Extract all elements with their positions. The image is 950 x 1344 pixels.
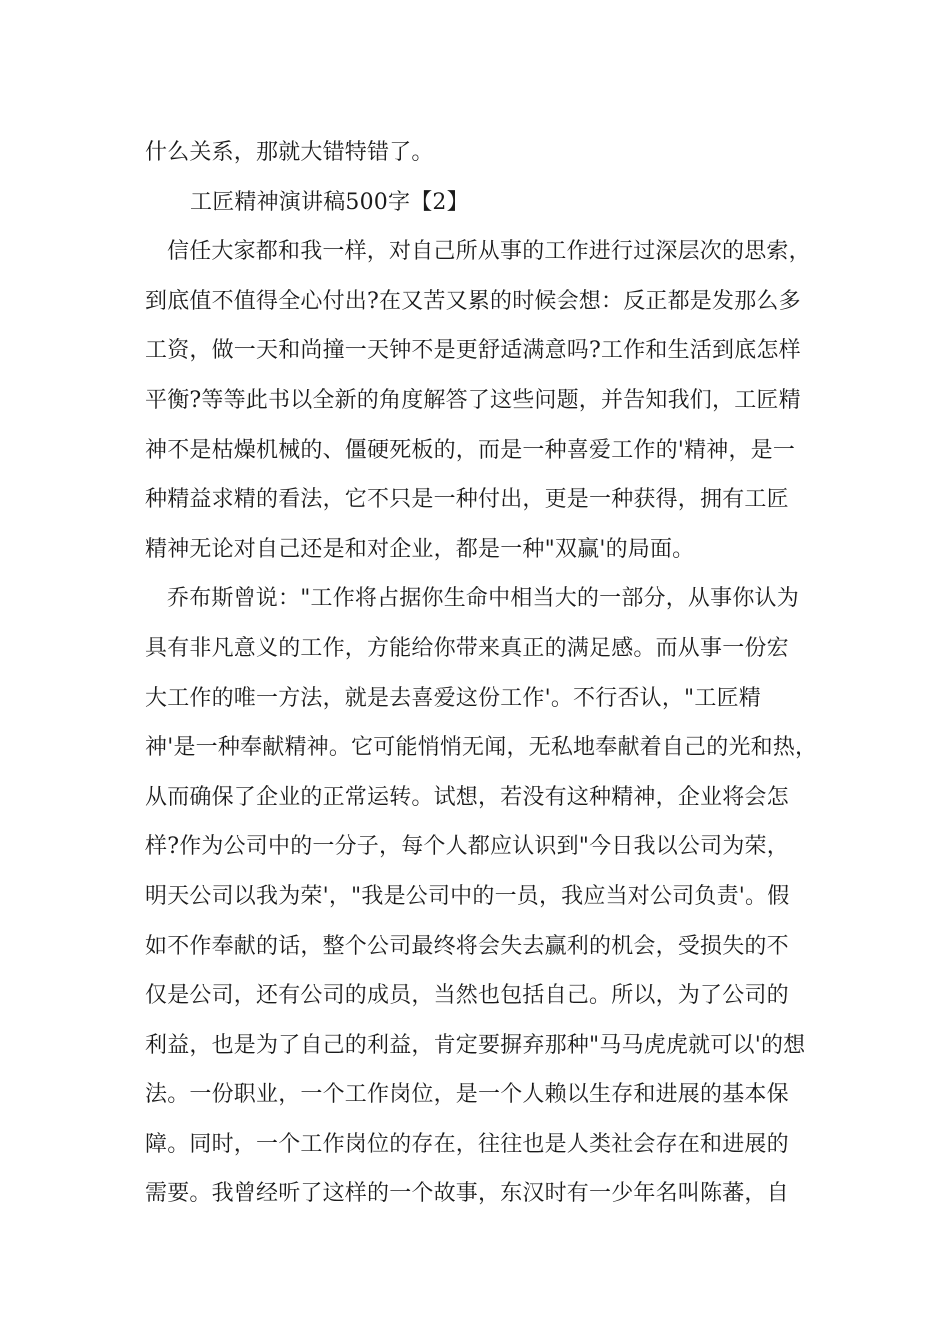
text-line: 什么关系，那就大错特错了。 xyxy=(145,140,434,165)
text-line: 如不作奉献的话，整个公司最终将会失去赢利的机会，受损失的不 xyxy=(145,933,789,959)
text-line: 需要。我曾经听了这样的一个故事，东汉时有一少年名叫陈蕃，自 xyxy=(145,1181,789,1207)
text-line: 仅是公司，还有公司的成员，当然也包括自己。所以，为了公司的 xyxy=(145,983,789,1009)
text-line: 明天公司以我为荣'，"我是公司中的一员，我应当对公司负责'。假 xyxy=(145,883,790,909)
text-line: 法。一份职业，一个工作岗位，是一个人赖以生存和进展的基本保 xyxy=(145,1082,789,1108)
text-line: 种精益求精的看法，它不只是一种付出，更是一种获得，拥有工匠 xyxy=(145,487,789,513)
text-line: 利益，也是为了自己的利益，肯定要摒弃那种"马马虎虎就可以'的想 xyxy=(145,1032,806,1058)
text-line: 样?作为公司中的一分子，每个人都应认识到"今日我以公司为荣， xyxy=(145,834,789,860)
text-line: 神不是枯燥机械的、僵硬死板的，而是一种喜爱工作的'精神，是一 xyxy=(145,437,796,463)
text-line: 精神无论对自己还是和对企业，都是一种"双赢'的局面。 xyxy=(145,536,695,562)
text-line: 大工作的唯一方法，就是去喜爱这份工作'。不行否认，"工匠精 xyxy=(145,685,761,711)
text-line: 乔布斯曾说："工作将占据你生命中相当大的一部分，从事你认为 xyxy=(167,586,799,612)
text-line: 平衡?等等此书以全新的角度解答了这些问题，并告知我们，工匠精 xyxy=(145,387,801,413)
text-line: 信任大家都和我一样，对自己所从事的工作进行过深层次的思索， xyxy=(167,239,811,265)
text-line: 神'是一种奉献精神。它可能悄悄无闻，无私地奉献着自己的光和热， xyxy=(145,735,818,761)
text-line: 到底值不值得全心付出?在又苦又累的时候会想：反正都是发那么多 xyxy=(145,288,801,314)
document-body xyxy=(145,128,817,1219)
section-heading: 工匠精神演讲稿500字【2】 xyxy=(190,189,469,215)
text-line: 从而确保了企业的正常运转。试想，若没有这种精神，企业将会怎 xyxy=(145,784,789,810)
text-line: 具有非凡意义的工作，方能给你带来真正的满足感。而从事一份宏 xyxy=(145,635,789,661)
text-line: 工资，做一天和尚撞一天钟不是更舒适满意吗?工作和生活到底怎样 xyxy=(145,338,801,364)
text-line: 障。同时，一个工作岗位的存在，往往也是人类社会存在和进展的 xyxy=(145,1131,789,1157)
